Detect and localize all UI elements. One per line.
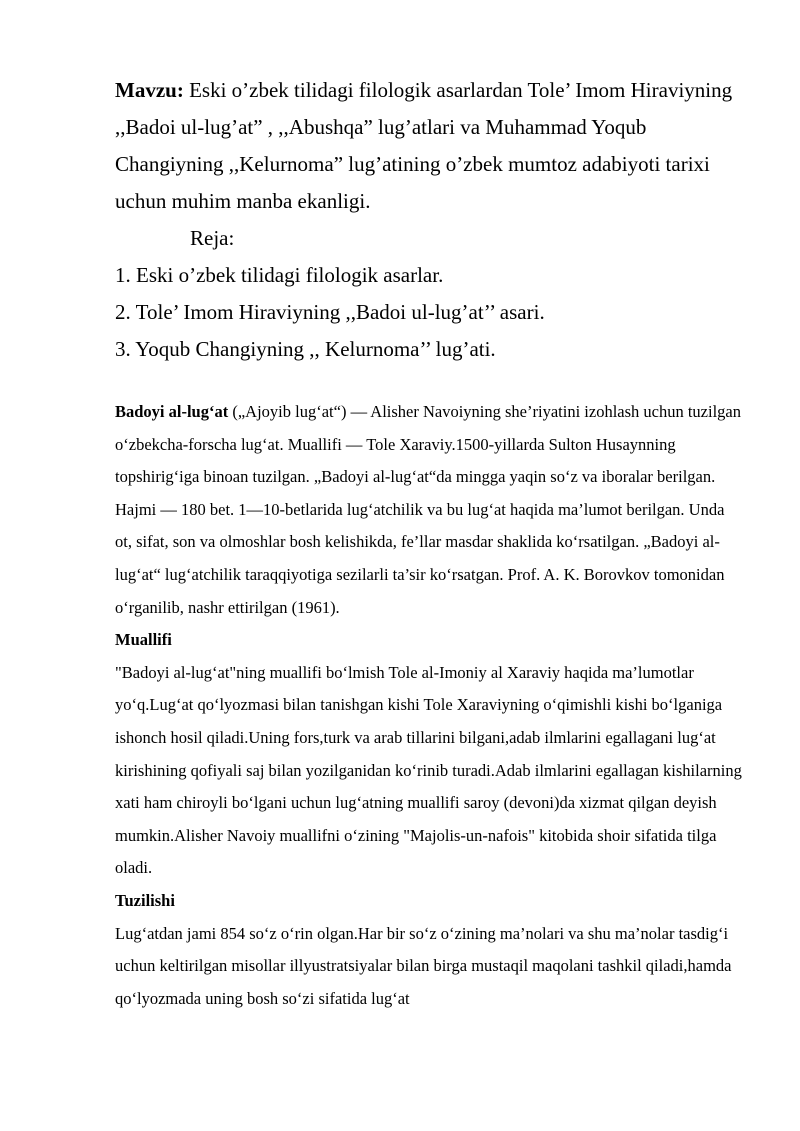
intro-term: Badoyi al-lug‘at	[115, 402, 229, 421]
topic-text: Eski o’zbek tilidagi filologik asarlardan Tole’ Imom Hiraviyning ,,Badoi ul-lug’at” , ,,Abushqa” lug’atlari va Muhammad Yoqub Changiyning ,,Kelurnoma” lug’atining o’zbek mumtoz adabiyoti tarixi uchun muhim manba ekanligi.	[115, 78, 733, 213]
document-header	[115, 72, 745, 368]
section-heading-author: Muallifi	[115, 630, 172, 650]
section-text-structure: Lug‘atdan jami 854 so‘z o‘rin olgan.Har bir so‘z o‘zining ma’nolari va shu ma’nolar tasdig‘i uchun keltirilgan misollar illyustratsiyalar bilan birga mustaqil maqolani tashkil qiladi,hamda qo‘lyozmada uning bosh so‘zi sifatida lug‘at	[115, 923, 732, 1008]
section-heading-structure: Tuzilishi	[115, 890, 175, 910]
intro-text: („Ajoyib lug‘at“) — Alisher Navoiyning she’riyatini izohlash uchun tuzilgan o‘zbekcha-forscha lug‘at. Muallifi — Tole Xaraviy.1500-yillarda Sulton Husaynning topshirig‘iga binoan tuzilgan. „Badoyi al-lug‘at“da mingga yaqin so‘z va iboralar berilgan. Hajmi — 180 bet. 1—10-betlarida lug‘atchilik va bu lug‘at haqida ma’lumot berilgan. Unda ot, sifat, son va olmoshlar bosh kelishikda, fe’llar masdar shaklida ko‘rsatilgan. „Badoyi al-lug‘at“ lug‘atchilik taraqqiyotiga sezilarli ta’sir ko‘rsatgan. Prof. A. K. Borovkov tomonidan o‘rganilib, nashr ettirilgan (1961).	[115, 402, 741, 617]
topic-paragraph	[115, 72, 745, 220]
plan-item-1: 1. Eski o’zbek tilidagi filologik asarlar.	[115, 263, 444, 287]
intro-paragraph	[115, 396, 745, 624]
plan-title: Reja:	[190, 226, 235, 250]
section-text-author: "Badoyi al-lug‘at"ning muallifi bo‘lmish Tole al-Imoniy al Xaraviy haqida ma’lumotlar yo‘q.Lug‘at qo‘lyozmasi bilan tanishgan kishi Tole Xaraviyning o‘qimishli kishi bo‘lganiga ishonch hosil qiladi.Uning fors,turk va arab tillarini bilgani,adab ilmlarini egallagani lug‘at kirishining qofiyali saj bilan yozilganidan ko‘rinib turadi.Adab ilmlarini egallagan kishilarning xati ham chiroyli bo‘lgani uchun lug‘atning muallifi saroy (devoni)da xizmat qilgan deyish mumkin.Alisher Navoiy muallifni o‘zining "Majolis-un-nafois" kitobida shoir sifatida tilga oladi.	[115, 662, 742, 878]
document-body	[115, 396, 745, 1015]
document-page	[115, 72, 745, 1015]
plan-item-3: 3. Yoqub Changiyning ,, Kelurnoma’’ lug’ati.	[115, 337, 496, 361]
topic-label: Mavzu:	[115, 78, 184, 102]
plan-item-2: 2. Tole’ Imom Hiraviyning ,,Badoi ul-lug’at’’ asari.	[115, 300, 545, 324]
